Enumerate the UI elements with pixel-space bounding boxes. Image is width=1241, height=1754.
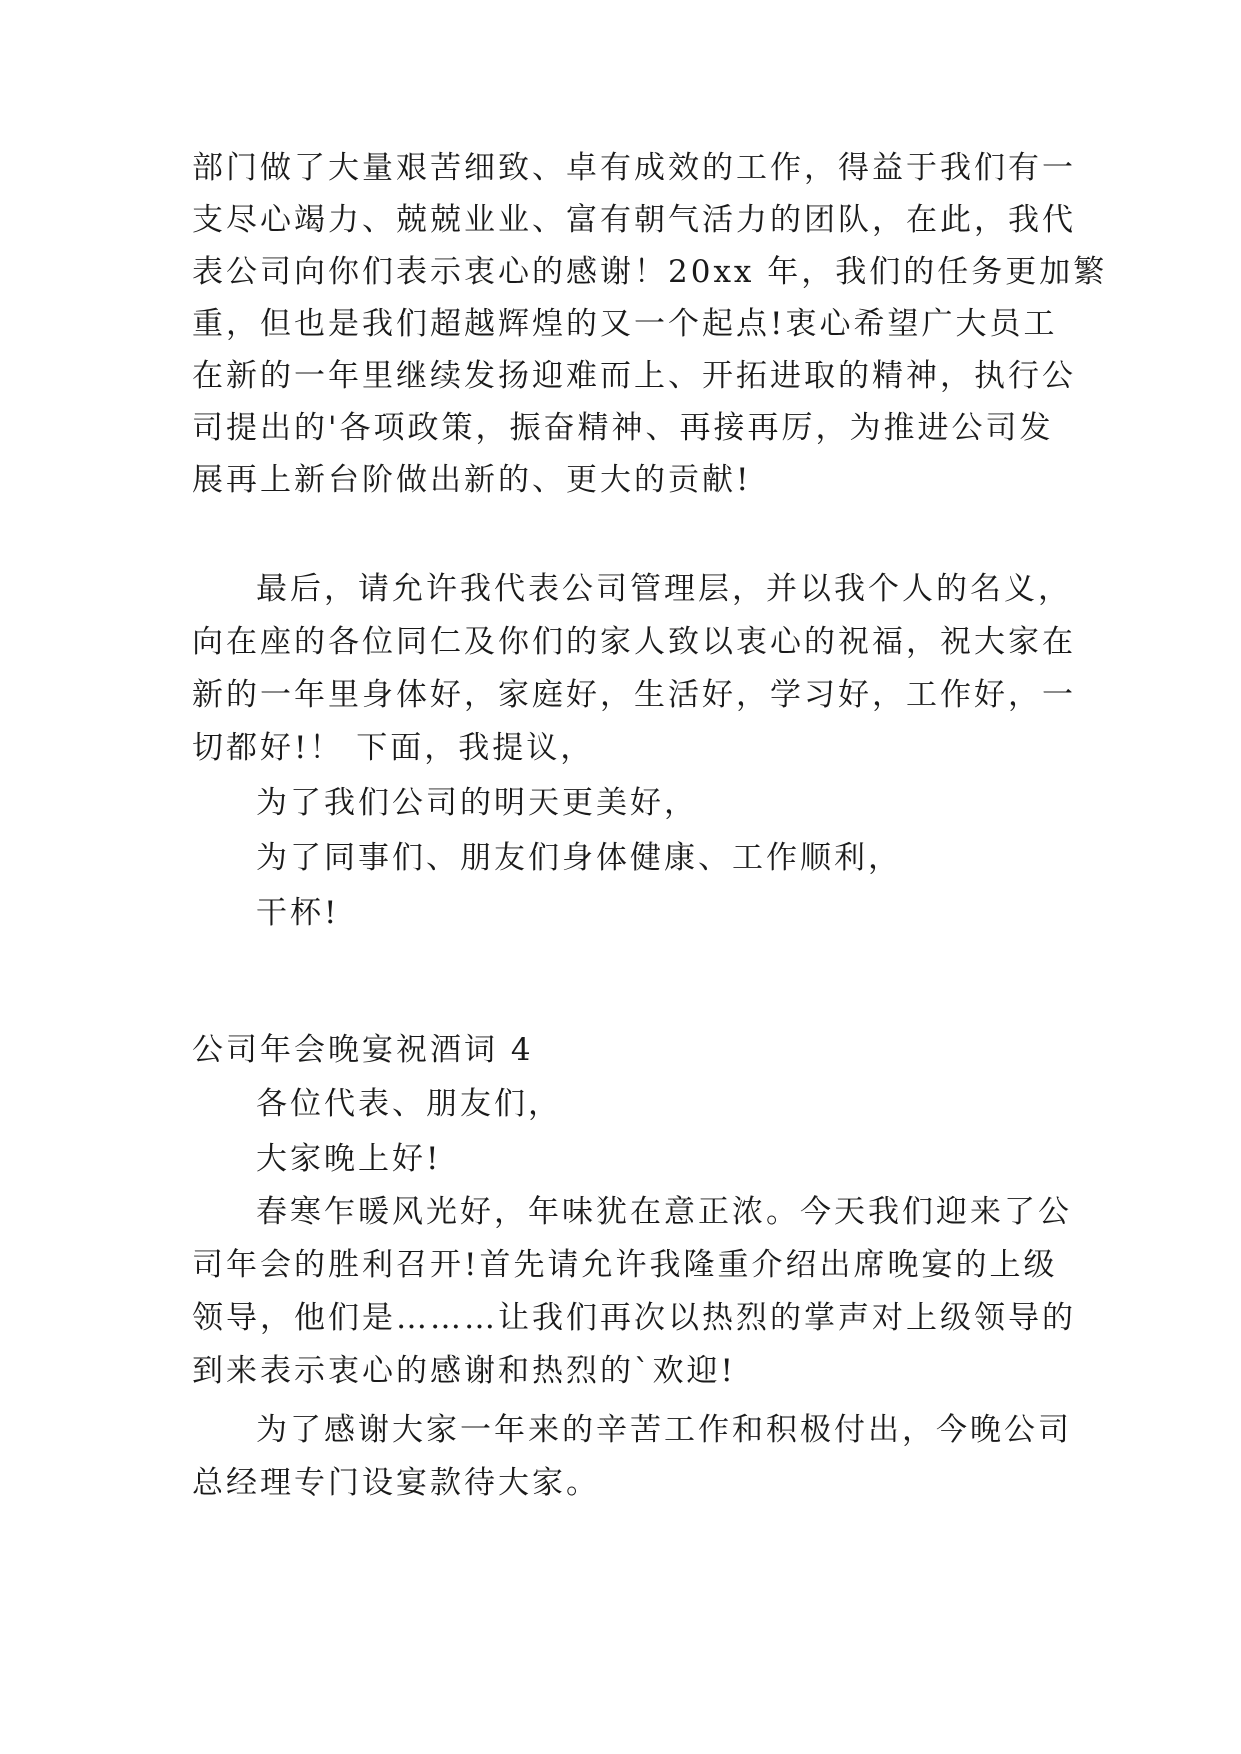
paragraph-2-line-1: 最后，请允许我代表公司管理层，并以我个人的名义， — [256, 571, 1072, 607]
greeting-line-2: 大家晚上好! — [256, 1141, 442, 1177]
paragraph-1-line-4: 重，但也是我们超越辉煌的又一个起点!衷心希望广大员工 — [192, 306, 1058, 342]
paragraph-1-line-7: 展再上新台阶做出新的、更大的贡献! — [192, 462, 752, 498]
paragraph-1-line-3: 表公司向你们表示衷心的感谢！20xx 年，我们的任务更加繁 — [192, 254, 1108, 290]
toast-line-2: 为了同事们、朋友们身体健康、工作顺利， — [256, 840, 902, 876]
paragraph-3-line-1: 春寒乍暖风光好，年味犹在意正浓。今天我们迎来了公 — [256, 1194, 1072, 1230]
paragraph-1-line-6: 司提出的'各项政策，振奋精神、再接再厉，为推进公司发 — [192, 410, 1054, 446]
section-title: 公司年会晚宴祝酒词 4 — [192, 1032, 534, 1068]
paragraph-4-line-2: 总经理专门设宴款待大家。 — [192, 1465, 600, 1501]
paragraph-2-line-4: 切都好!！ 下面，我提议， — [192, 730, 595, 766]
paragraph-2-line-2: 向在座的各位同仁及你们的家人致以衷心的祝福，祝大家在 — [192, 624, 1076, 660]
paragraph-2-line-3: 新的一年里身体好，家庭好，生活好，学习好，工作好，一 — [192, 677, 1076, 713]
paragraph-1-line-2: 支尽心竭力、兢兢业业、富有朝气活力的团队，在此，我代 — [192, 202, 1076, 238]
toast-line-1: 为了我们公司的明天更美好， — [256, 785, 698, 821]
toast-line-3: 干杯! — [256, 895, 340, 931]
greeting-line-1: 各位代表、朋友们， — [256, 1086, 562, 1122]
paragraph-4-line-1: 为了感谢大家一年来的辛苦工作和积极付出，今晚公司 — [256, 1412, 1072, 1448]
paragraph-1-line-5: 在新的一年里继续发扬迎难而上、开拓进取的精神，执行公 — [192, 358, 1076, 394]
paragraph-3-line-4: 到来表示衷心的感谢和热烈的`欢迎! — [192, 1353, 736, 1389]
paragraph-3-line-3: 领导，他们是………让我们再次以热烈的掌声对上级领导的 — [192, 1300, 1076, 1336]
paragraph-1-line-1: 部门做了大量艰苦细致、卓有成效的工作，得益于我们有一 — [192, 150, 1076, 186]
paragraph-3-line-2: 司年会的胜利召开!首先请允许我隆重介绍出席晚宴的上级 — [192, 1247, 1058, 1283]
